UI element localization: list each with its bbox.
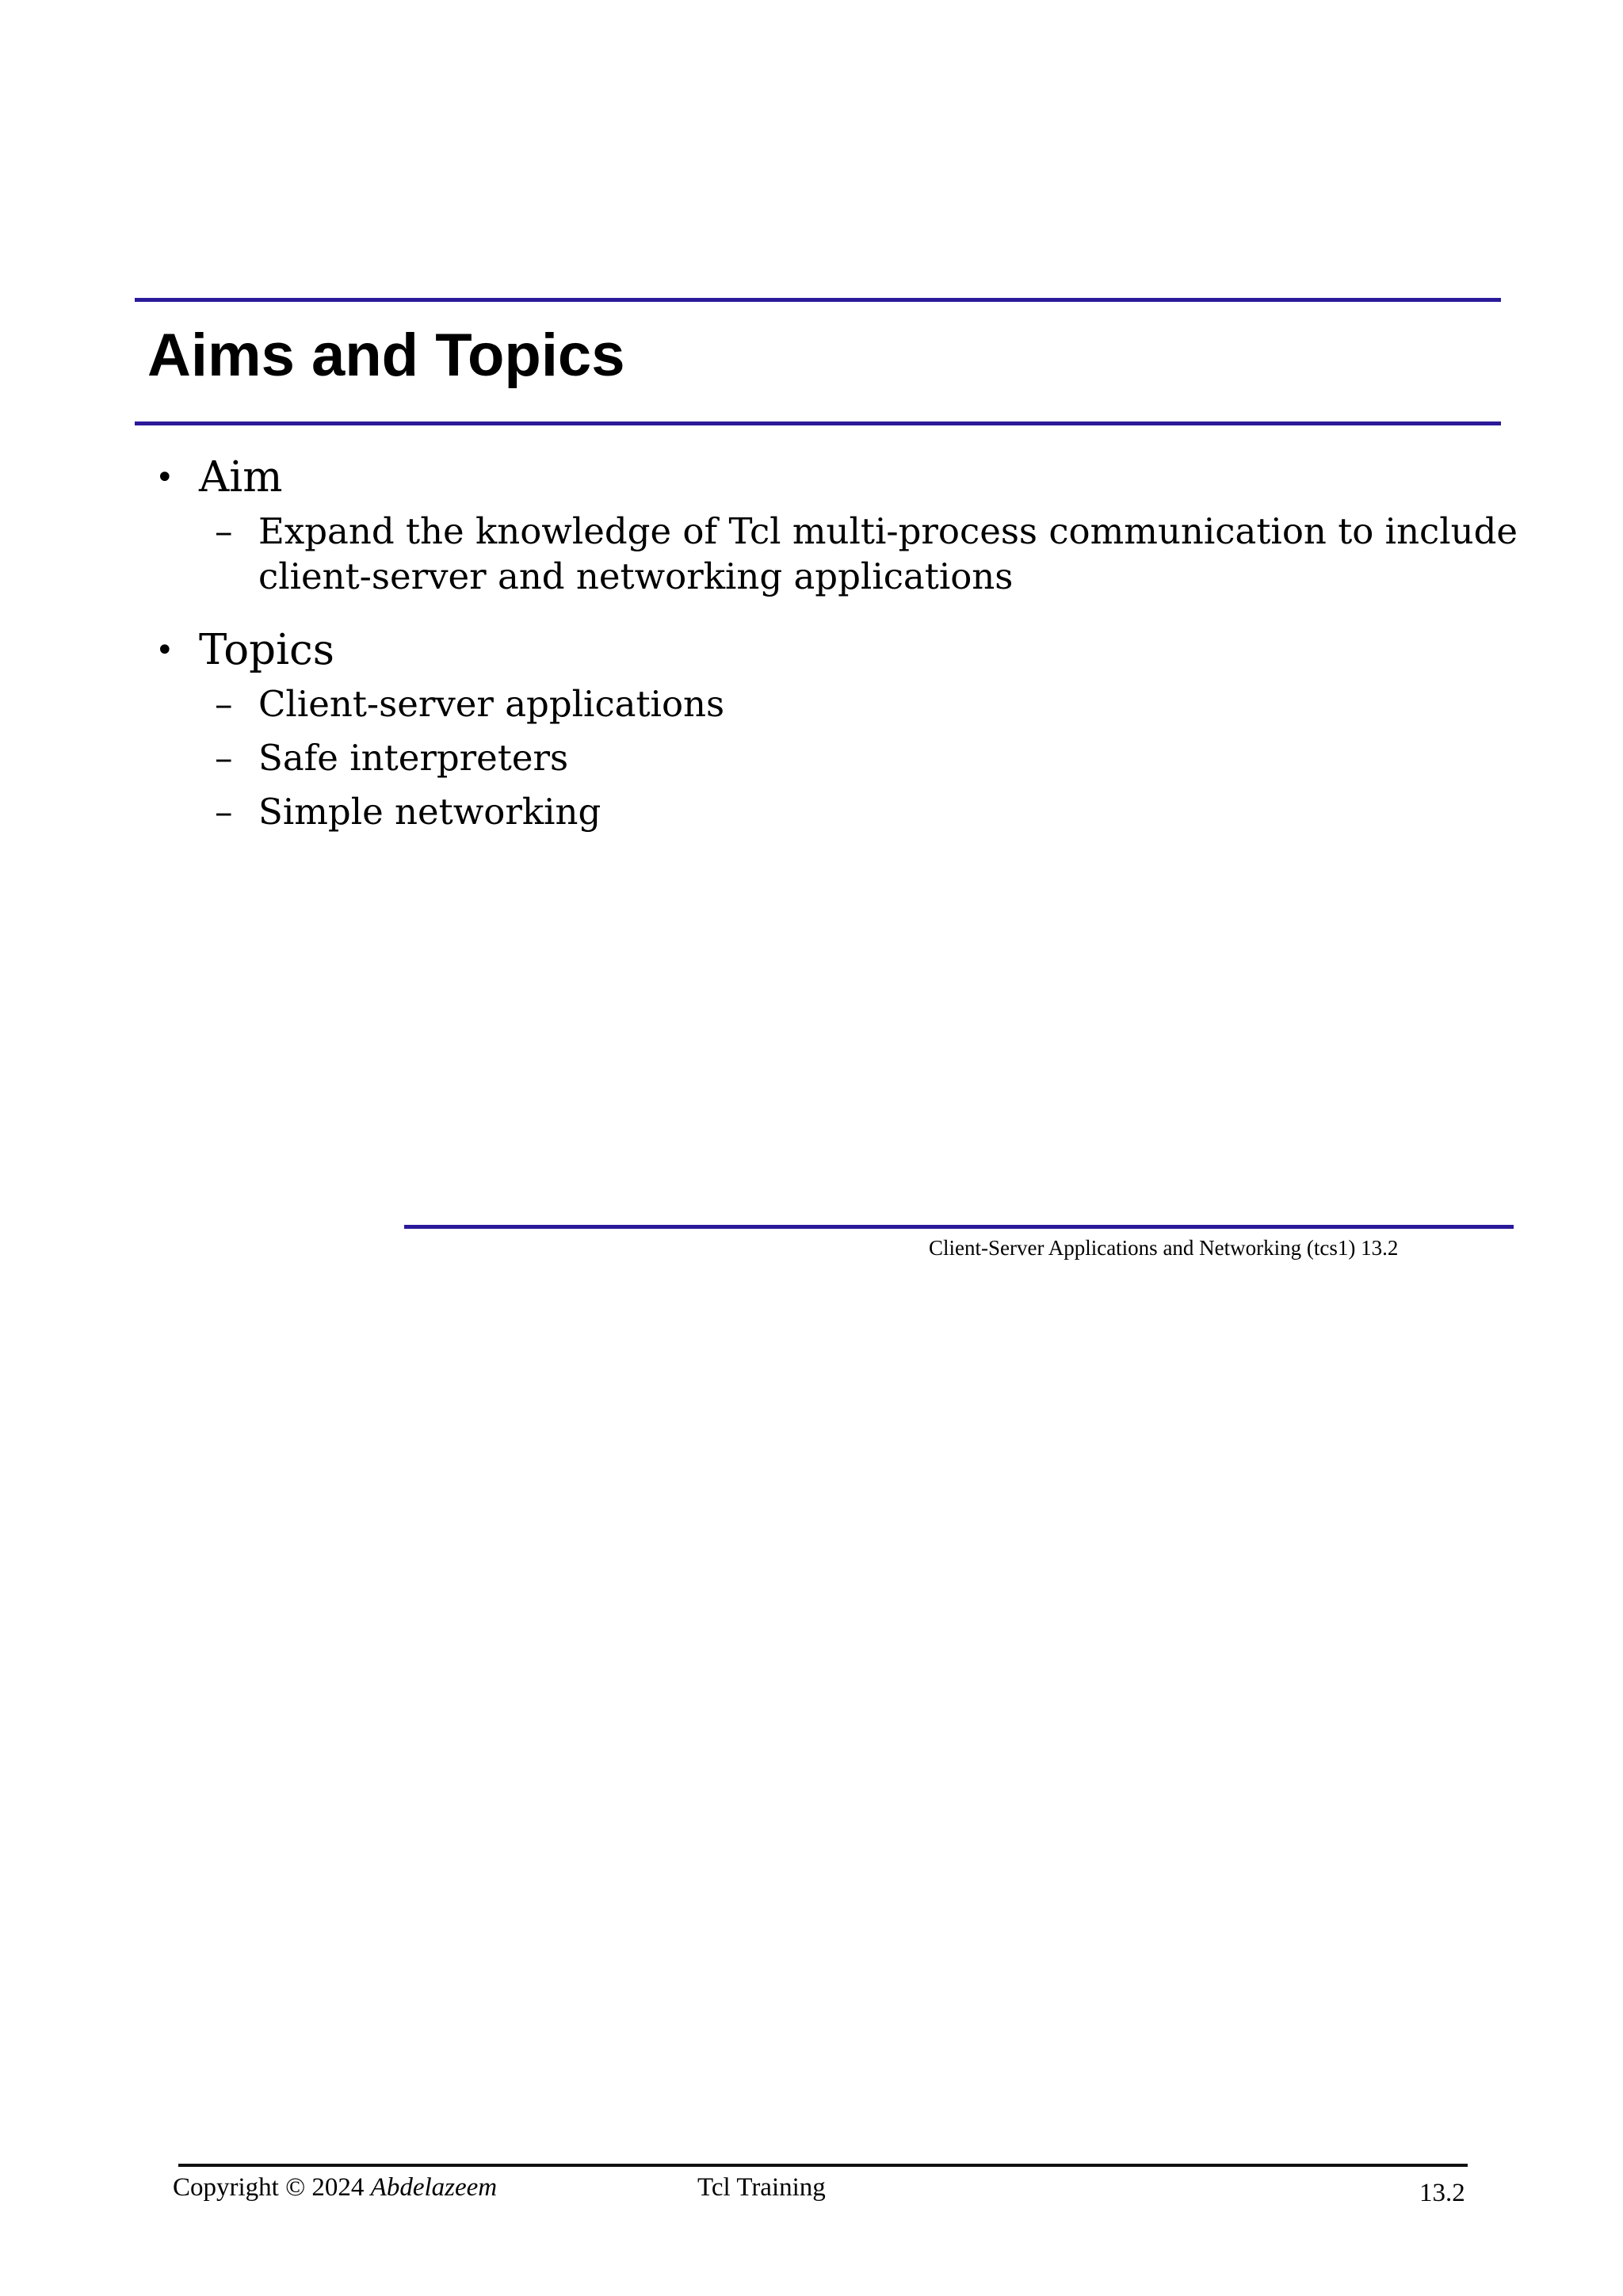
sub-item [155, 789, 1518, 834]
sub-dash: – [215, 510, 233, 552]
sub-list [199, 509, 1518, 599]
title-top-rule [135, 298, 1501, 302]
slide-title: Aims and Topics [147, 322, 625, 389]
sub-item [155, 735, 1518, 780]
sub-list [199, 681, 1518, 834]
sub-item-text: Client-server applications [258, 683, 725, 725]
page-footer-rule [178, 2164, 1468, 2167]
bullet-topics [155, 623, 1518, 834]
footer-course-title: Tcl Training [697, 2173, 826, 2202]
bullet-aim [155, 450, 1518, 599]
bullet-dot: • [155, 632, 174, 669]
bullet-list [155, 450, 1518, 843]
footer-page-number: 13.2 [1419, 2179, 1465, 2207]
copyright-text: Copyright © 2024 [173, 2173, 365, 2202]
bullet-label: Aim [199, 453, 283, 502]
sub-dash: – [215, 737, 233, 779]
sub-item-text: Expand the knowledge of Tcl multi-process communication to include client-server and networking applications [258, 510, 1518, 597]
bullet-dot: • [155, 460, 174, 496]
sub-item [155, 681, 1518, 727]
footer-copyright [173, 2173, 497, 2203]
sub-item-text: Simple networking [258, 791, 601, 833]
slide-footer-rule [404, 1225, 1514, 1229]
sub-item [155, 509, 1518, 599]
sub-dash: – [215, 791, 233, 833]
author-name: Abdelazeem [370, 2173, 498, 2202]
title-bottom-rule [135, 421, 1501, 425]
sub-dash: – [215, 683, 233, 725]
bullet-label: Topics [199, 626, 334, 674]
sub-item-text: Safe interpreters [258, 737, 569, 779]
slide-footer: Client-Server Applications and Networking (tcs1) 13.2 [929, 1236, 1399, 1260]
